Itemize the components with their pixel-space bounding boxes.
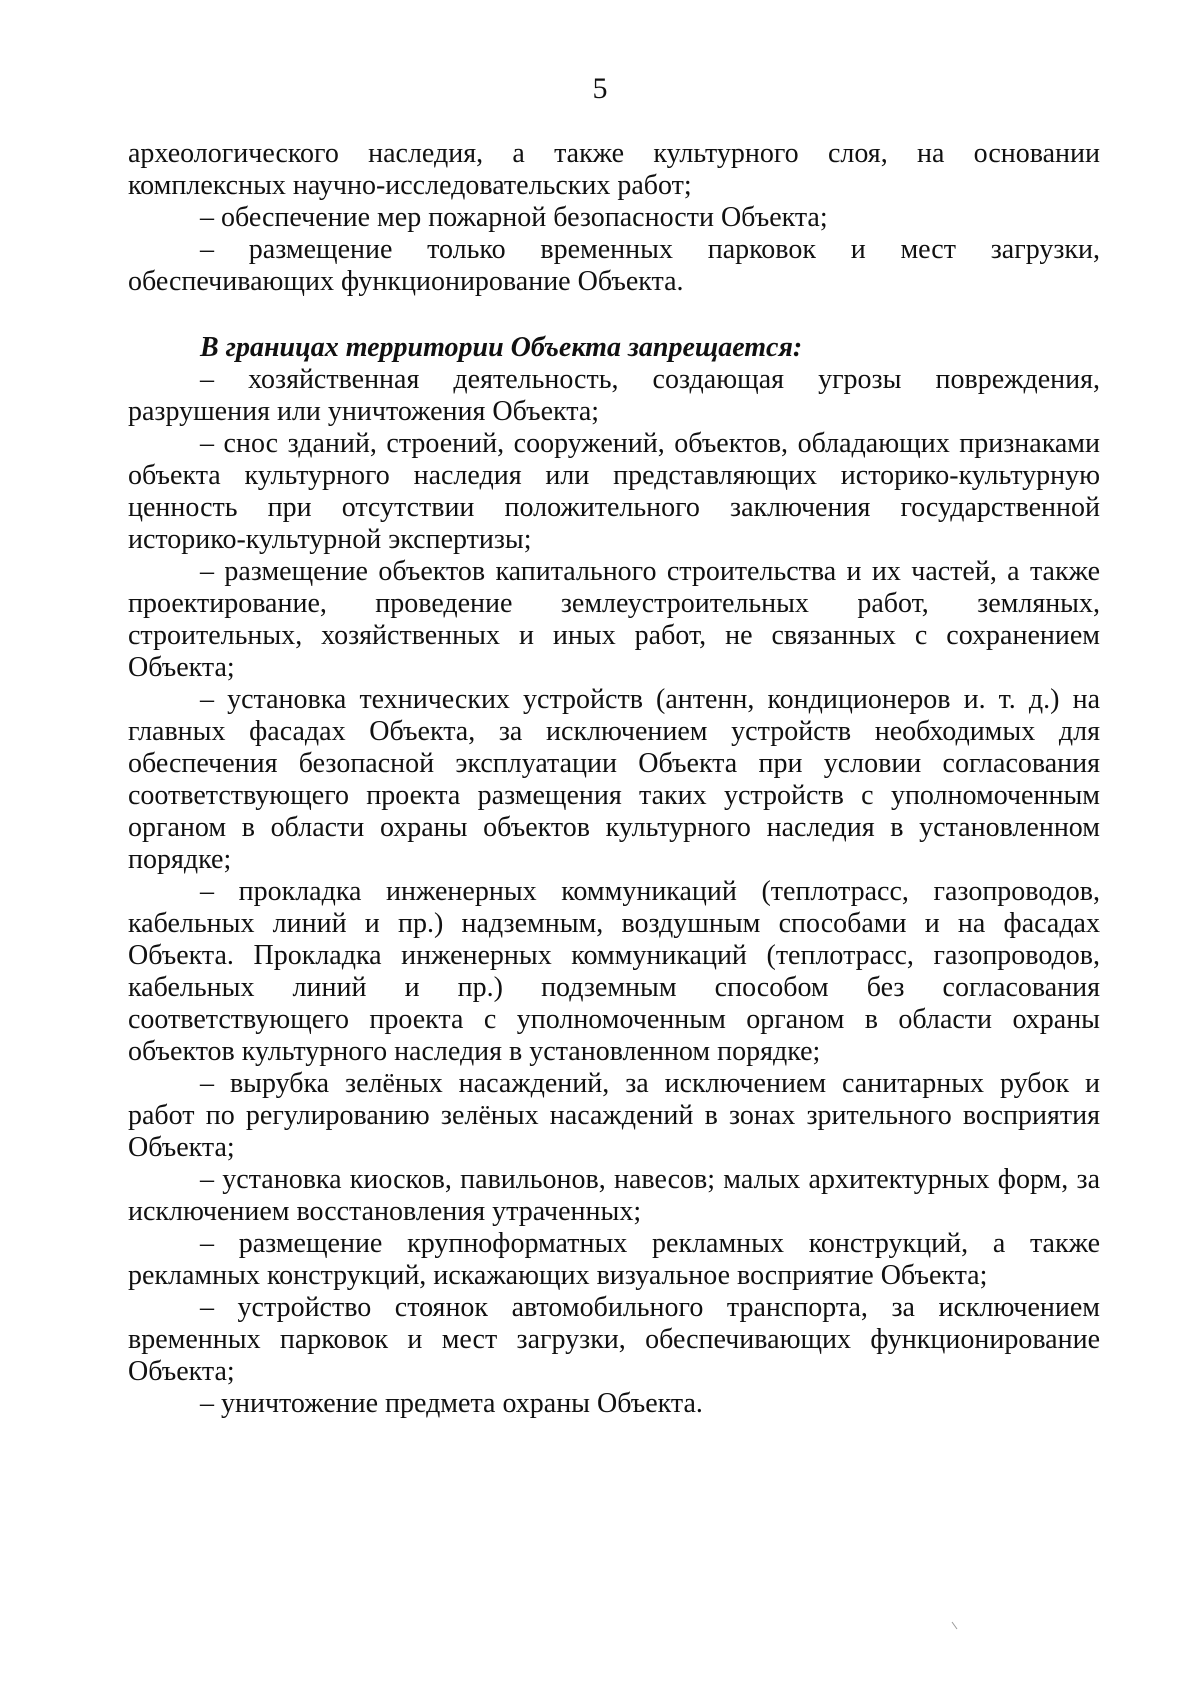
list-item: – обеспечение мер пожарной безопасности Объекта; — [200, 202, 828, 233]
document-body — [128, 138, 1100, 1420]
list-item: – установка киосков, павильонов, навесов; малых архитектурных форм, за исключением восстановления утраченных; — [128, 1164, 1100, 1227]
scan-artifact — [950, 1620, 960, 1632]
paragraph-continuation: археологического наследия, а также культурного слоя, на основании комплексных научно-исследовательских работ; — [128, 138, 1100, 201]
list-item: – размещение только временных парковок и мест загрузки, обеспечивающих функционирование Объекта. — [128, 234, 1100, 297]
list-item: – устройство стоянок автомобильного транспорта, за исключением временных парковок и мест загрузки, обеспечивающих функционирование Объекта; — [128, 1292, 1100, 1387]
page-number: 5 — [592, 72, 608, 105]
list-item: – размещение крупноформатных рекламных конструкций, а также рекламных конструкций, искажающих визуальное восприятие Объекта; — [128, 1228, 1100, 1291]
list-item: – прокладка инженерных коммуникаций (теплотрасс, газопроводов, кабельных линий и пр.) надземным, воздушным способами и на фасадах Объекта. Прокладка инженерных коммуникаций (теплотрасс, газопроводов, кабельных линий и пр.) подземным способом без согласования соответствующего проекта с уполномоченным органом в области охраны объектов культурного наследия в установленном порядке; — [128, 876, 1100, 1067]
list-item: – установка технических устройств (антенн, кондиционеров и. т. д.) на главных фасадах Объекта, за исключением устройств необходимых для обеспечения безопасной эксплуатации Объекта при условии согласования соответствующего проекта размещения таких устройств с уполномоченным органом в области охраны объектов культурного наследия в установленном порядке; — [128, 684, 1100, 875]
list-item: – вырубка зелёных насаждений, за исключением санитарных рубок и работ по регулированию зелёных насаждений в зонах зрительного восприятия Объекта; — [128, 1068, 1100, 1163]
section-heading: В границах территории Объекта запрещается: — [200, 332, 803, 363]
list-item: – хозяйственная деятельность, создающая угрозы повреждения, разрушения или уничтожения Объекта; — [128, 364, 1100, 427]
list-item: – снос зданий, строений, сооружений, объектов, обладающих признаками объекта культурного наследия или представляющих историко-культурную ценность при отсутствии положительного заключения государственной историко-культурной экспертизы; — [128, 428, 1100, 555]
list-item: – размещение объектов капитального строительства и их частей, а также проектирование, проведение землеустроительных работ, земляных, строительных, хозяйственных и иных работ, не связанных с сохранением Объекта; — [128, 556, 1100, 683]
list-item: – уничтожение предмета охраны Объекта. — [200, 1388, 703, 1419]
